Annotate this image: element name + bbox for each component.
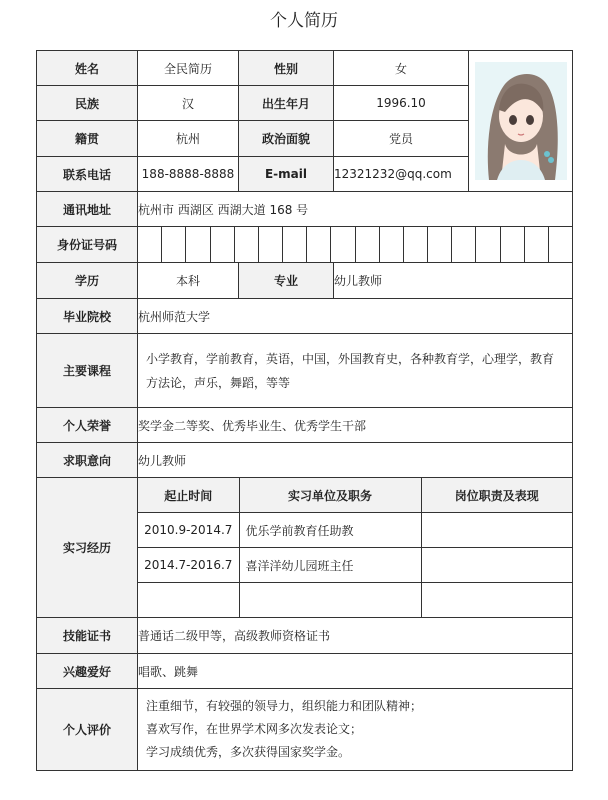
- internship-table: [138, 478, 572, 617]
- courses-text: 小学教育，学前教育，英语，中国，外国教育史，各种教育学，心理学，教育方法论，声乐，舞蹈，等等: [146, 351, 555, 390]
- internship-duty: [421, 583, 572, 618]
- resume-table: [36, 50, 573, 771]
- honors-label: 个人荣誉: [37, 408, 138, 443]
- photo-cell: [469, 51, 573, 192]
- edu-value: 本科: [138, 263, 239, 299]
- internship-duty: [421, 513, 572, 548]
- native-value: 杭州: [138, 121, 239, 157]
- address-label: 通讯地址: [37, 192, 138, 227]
- evaluation-label: 个人评价: [37, 689, 138, 771]
- evaluation-cell: [138, 689, 573, 771]
- political-label: 政治面貌: [239, 121, 334, 157]
- name-label: 姓名: [37, 51, 138, 86]
- email-value: 12321232@qq.com: [334, 157, 469, 192]
- skills-label: 技能证书: [37, 618, 138, 654]
- id-digit-box: [476, 227, 500, 262]
- id-digit-box: [162, 227, 186, 262]
- internship-org: 优乐学前教育任助教: [239, 513, 421, 548]
- id-digit-box: [428, 227, 452, 262]
- id-digit-box: [404, 227, 428, 262]
- avatar-illustration-icon: [475, 62, 567, 180]
- address-value: 杭州市 西湖区 西湖大道 168 号: [138, 192, 573, 227]
- political-value: 党员: [334, 121, 469, 157]
- courses-label: 主要课程: [37, 334, 138, 408]
- id-digit-box: [452, 227, 476, 262]
- evaluation-text: [138, 693, 572, 766]
- edu-label: 学历: [37, 263, 138, 299]
- internship-period: 2014.7-2016.7: [138, 548, 239, 583]
- ethnicity-label: 民族: [37, 86, 138, 121]
- avatar-photo: [475, 62, 567, 180]
- internship-label: 实习经历: [37, 478, 138, 618]
- id-digit-box: [525, 227, 549, 262]
- id-number-boxes: [138, 227, 573, 263]
- phone-value: 188-8888-8888: [138, 157, 239, 192]
- intent-label: 求职意向: [37, 443, 138, 478]
- id-digit-box: [186, 227, 210, 262]
- school-value: 杭州师范大学: [138, 299, 573, 334]
- name-value: 全民简历: [138, 51, 239, 86]
- id-digit-box: [501, 227, 525, 262]
- birth-value: 1996.10: [334, 86, 469, 121]
- internship-period: [138, 583, 239, 618]
- internship-org: [239, 583, 421, 618]
- school-label: 毕业院校: [37, 299, 138, 334]
- internship-header: 岗位职责及表现: [421, 478, 572, 513]
- id-digit-box: [549, 227, 572, 262]
- major-value: 幼儿教师: [334, 263, 573, 299]
- evaluation-line: 喜欢写作，在世界学术网多次发表论文；: [146, 722, 363, 736]
- evaluation-line: 注重细节，有较强的领导力，组织能力和团队精神；: [146, 699, 423, 713]
- gender-value: 女: [334, 51, 469, 86]
- id-digit-grid: [138, 227, 572, 262]
- id-digit-box: [138, 227, 162, 262]
- email-label: E-mail: [239, 157, 334, 192]
- evaluation-line: 学习成绩优秀，多次获得国家奖学金。: [146, 745, 351, 759]
- id-digit-box: [235, 227, 259, 262]
- internship-cell: [138, 478, 573, 618]
- skills-value: 普通话二级甲等，高级教师资格证书: [138, 618, 573, 654]
- hobbies-label: 兴趣爱好: [37, 654, 138, 689]
- phone-label: 联系电话: [37, 157, 138, 192]
- internship-header: 起止时间: [138, 478, 239, 513]
- id-digit-box: [356, 227, 380, 262]
- id-digit-box: [307, 227, 331, 262]
- internship-period: 2010.9-2014.7: [138, 513, 239, 548]
- internship-duty: [421, 548, 572, 583]
- birth-label: 出生年月: [239, 86, 334, 121]
- id-digit-box: [283, 227, 307, 262]
- honors-value: 奖学金二等奖、优秀毕业生、优秀学生干部: [138, 408, 573, 443]
- gender-label: 性别: [239, 51, 334, 86]
- id-label: 身份证号码: [37, 227, 138, 263]
- courses-cell: [138, 334, 573, 408]
- id-digit-box: [331, 227, 355, 262]
- intent-value: 幼儿教师: [138, 443, 573, 478]
- major-label: 专业: [239, 263, 334, 299]
- hobbies-value: 唱歌、跳舞: [138, 654, 573, 689]
- id-digit-box: [380, 227, 404, 262]
- internship-header: 实习单位及职务: [239, 478, 421, 513]
- native-label: 籍贯: [37, 121, 138, 157]
- internship-org: 喜洋洋幼儿园班主任: [239, 548, 421, 583]
- id-digit-box: [259, 227, 283, 262]
- ethnicity-value: 汉: [138, 86, 239, 121]
- id-digit-box: [211, 227, 235, 262]
- page-title: 个人简历: [270, 11, 338, 31]
